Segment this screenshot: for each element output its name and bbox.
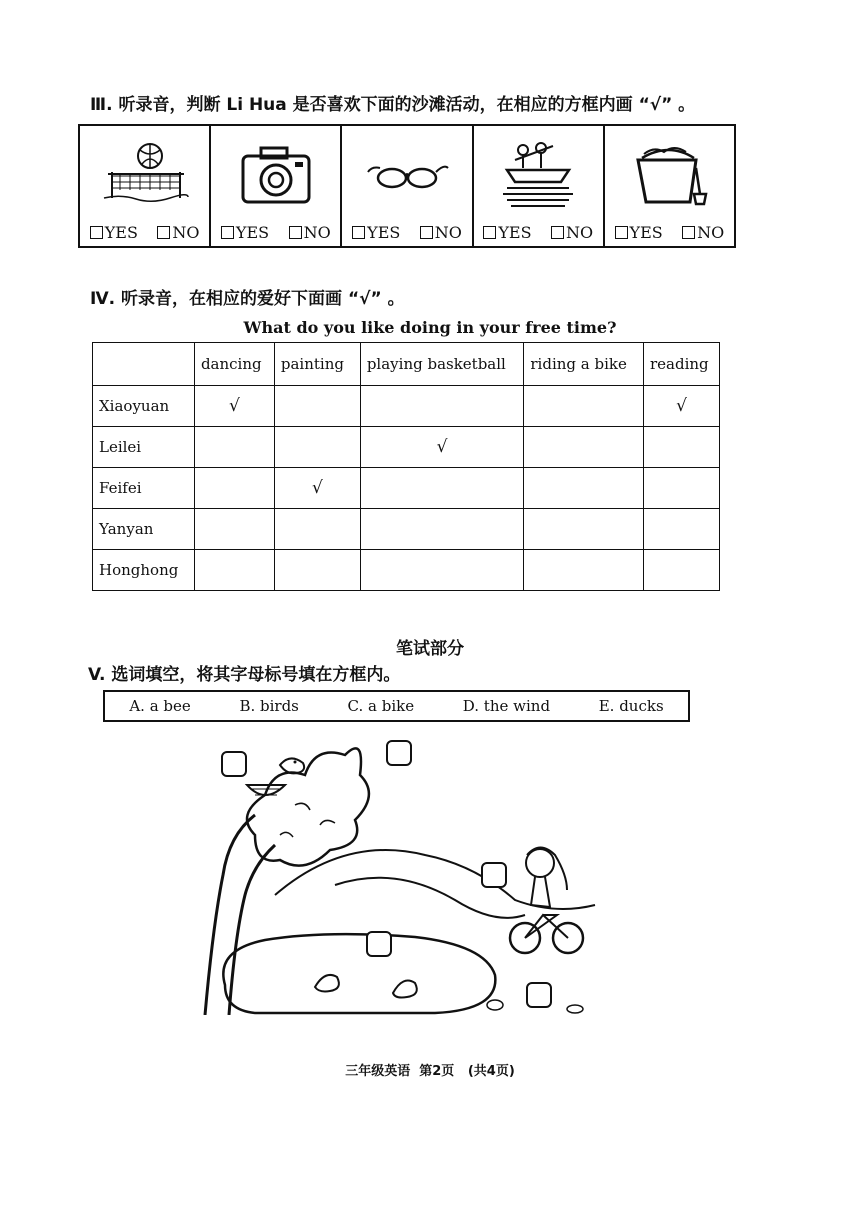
activity-cell	[342, 126, 473, 246]
table-cell[interactable]	[194, 427, 274, 468]
no-checkbox[interactable]: NO	[551, 223, 593, 242]
table-row	[93, 386, 720, 427]
section-3-instruction: Ⅲ. 听录音，判断 Li Hua 是否喜欢下面的沙滩活动，在相应的方框内画 “√” 。	[90, 95, 696, 115]
table-cell[interactable]	[524, 550, 644, 591]
table-cell[interactable]	[360, 386, 524, 427]
row-name: Yanyan	[93, 509, 195, 550]
option-b: B. birds	[239, 697, 299, 715]
table-cell[interactable]: √	[274, 468, 360, 509]
table-row	[93, 468, 720, 509]
table-cell[interactable]: √	[194, 386, 274, 427]
page-footer: 三年级英语 第2页 (共4页)	[345, 1064, 515, 1079]
no-checkbox[interactable]: NO	[157, 223, 199, 242]
rowing-boat-icon	[493, 138, 583, 210]
activity-cell	[605, 126, 734, 246]
table-header-row	[93, 343, 720, 386]
section-5-instruction: V. 选词填空，将其字母标号填在方框内。	[88, 665, 401, 685]
no-checkbox[interactable]: NO	[682, 223, 724, 242]
table-cell[interactable]	[524, 468, 644, 509]
table-title: What do you like doing in your free time?	[243, 318, 617, 337]
table-cell[interactable]	[644, 550, 720, 591]
table-cell[interactable]	[524, 509, 644, 550]
table-cell[interactable]	[524, 427, 644, 468]
table-cell[interactable]	[274, 509, 360, 550]
table-cell[interactable]	[194, 468, 274, 509]
table-cell[interactable]	[274, 550, 360, 591]
no-checkbox[interactable]: NO	[420, 223, 462, 242]
yes-checkbox[interactable]: YES	[221, 223, 269, 242]
table-header: painting	[274, 343, 360, 386]
row-name: Xiaoyuan	[93, 386, 195, 427]
hobby-table	[92, 342, 720, 591]
row-name: Leilei	[93, 427, 195, 468]
table-row	[93, 550, 720, 591]
table-cell[interactable]	[644, 509, 720, 550]
beach-activity-strip	[78, 124, 736, 248]
answer-box-1[interactable]	[221, 751, 247, 777]
table-cell[interactable]	[274, 427, 360, 468]
option-a: A. a bee	[129, 697, 191, 715]
no-checkbox[interactable]: NO	[289, 223, 331, 242]
yes-checkbox[interactable]: YES	[90, 223, 138, 242]
table-cell[interactable]: √	[360, 427, 524, 468]
table-header	[93, 343, 195, 386]
camera-icon	[231, 138, 321, 210]
option-e: E. ducks	[598, 697, 664, 715]
swim-goggles-icon	[362, 138, 452, 210]
table-cell[interactable]	[274, 386, 360, 427]
row-name: Feifei	[93, 468, 195, 509]
table-row	[93, 509, 720, 550]
table-cell[interactable]	[360, 550, 524, 591]
answer-box-2[interactable]	[386, 740, 412, 766]
volleyball-net-icon	[100, 138, 190, 210]
table-cell[interactable]	[360, 468, 524, 509]
table-header: dancing	[194, 343, 274, 386]
table-header: riding a bike	[524, 343, 644, 386]
activity-cell	[474, 126, 605, 246]
written-part-title: 笔试部分	[396, 639, 464, 659]
row-name: Honghong	[93, 550, 195, 591]
yes-checkbox[interactable]: YES	[615, 223, 663, 242]
table-cell[interactable]: √	[644, 386, 720, 427]
activity-cell	[80, 126, 211, 246]
table-cell[interactable]	[524, 386, 644, 427]
table-cell[interactable]	[194, 509, 274, 550]
section-4-instruction: Ⅳ. 听录音，在相应的爱好下面画 “√” 。	[90, 289, 405, 309]
answer-box-3[interactable]	[481, 862, 507, 888]
sand-bucket-icon	[624, 138, 714, 210]
yes-checkbox[interactable]: YES	[352, 223, 400, 242]
answer-box-4[interactable]	[366, 931, 392, 957]
word-bank	[103, 690, 690, 722]
table-cell[interactable]	[644, 468, 720, 509]
option-d: D. the wind	[462, 697, 551, 715]
option-c: C. a bike	[347, 697, 415, 715]
yes-checkbox[interactable]: YES	[483, 223, 531, 242]
table-cell[interactable]	[194, 550, 274, 591]
table-header: playing basketball	[360, 343, 524, 386]
table-row	[93, 427, 720, 468]
activity-cell	[211, 126, 342, 246]
table-cell[interactable]	[360, 509, 524, 550]
answer-box-5[interactable]	[526, 982, 552, 1008]
table-cell[interactable]	[644, 427, 720, 468]
park-scene-illustration	[195, 725, 600, 1015]
table-header: reading	[644, 343, 720, 386]
